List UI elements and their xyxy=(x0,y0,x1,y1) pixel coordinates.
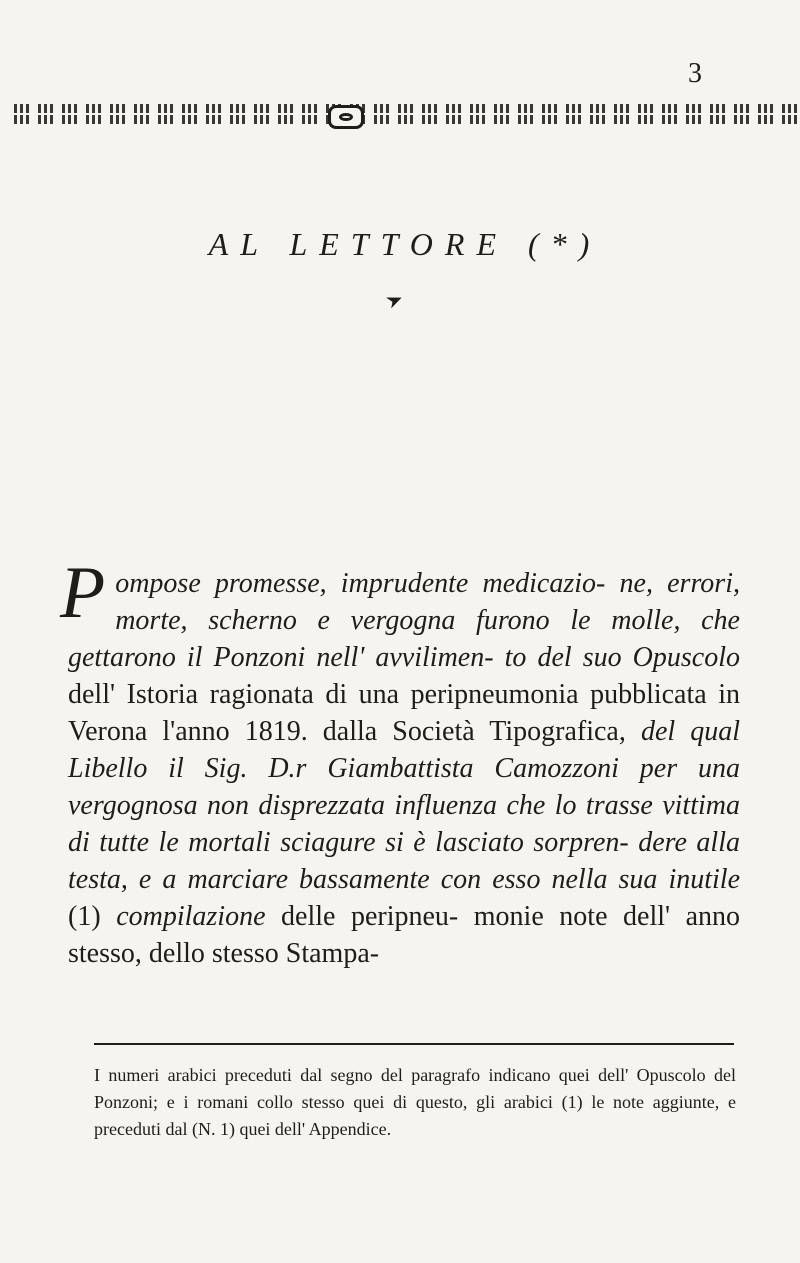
main-paragraph xyxy=(60,552,741,972)
body-segment-8: delle peripneu- monie note dell' anno stesso, dello stesso Stampa- xyxy=(68,901,741,969)
ornament-pattern xyxy=(10,104,800,132)
footnote-text: I numeri arabici preceduti dal segno del paragrafo indicano quei dell' Opuscolo del Ponzoni; e i romani collo stesso quei di questo, gli arabici (1) le note aggiunte, e preceduti dal (N. 1) quei dell' Appendice. xyxy=(94,1065,736,1139)
body-segment-3: to del suo Opuscolo xyxy=(504,642,741,673)
body-segment-1: ompose promesse, imprudente medicazio- xyxy=(115,568,606,599)
small-ornament-icon xyxy=(386,292,404,309)
body-segment-4: dell' Istoria ragionata di una peripneumonia pubblicata in Verona l'anno 1819. dalla Società Tipografica, xyxy=(68,679,740,747)
body-segment-6: (1) xyxy=(68,901,117,932)
drop-cap-letter: P xyxy=(60,552,106,634)
section-title: AL LETTORE (*) xyxy=(208,226,602,262)
body-segment-2: ne, errori, morte, scherno e vergogna furono le molle, che gettarono il Ponzoni nell' avvilimen- xyxy=(68,568,740,673)
body-segment-7: compilazione xyxy=(116,901,266,932)
ornament-center-icon xyxy=(328,105,364,129)
footnote-separator xyxy=(94,1043,734,1045)
decorative-header-band xyxy=(10,104,800,132)
page-number: 3 xyxy=(688,58,702,89)
body-segment-5: del qual Libello il Sig. D.r Giambattista Camozzoni per una vergognosa non disprezzata influenza che lo trasse vittima di tutte le mortali sciagure si è lasciato sorpren- dere alla testa, e a marciare bassamente con esso nella sua inutile xyxy=(68,716,740,895)
